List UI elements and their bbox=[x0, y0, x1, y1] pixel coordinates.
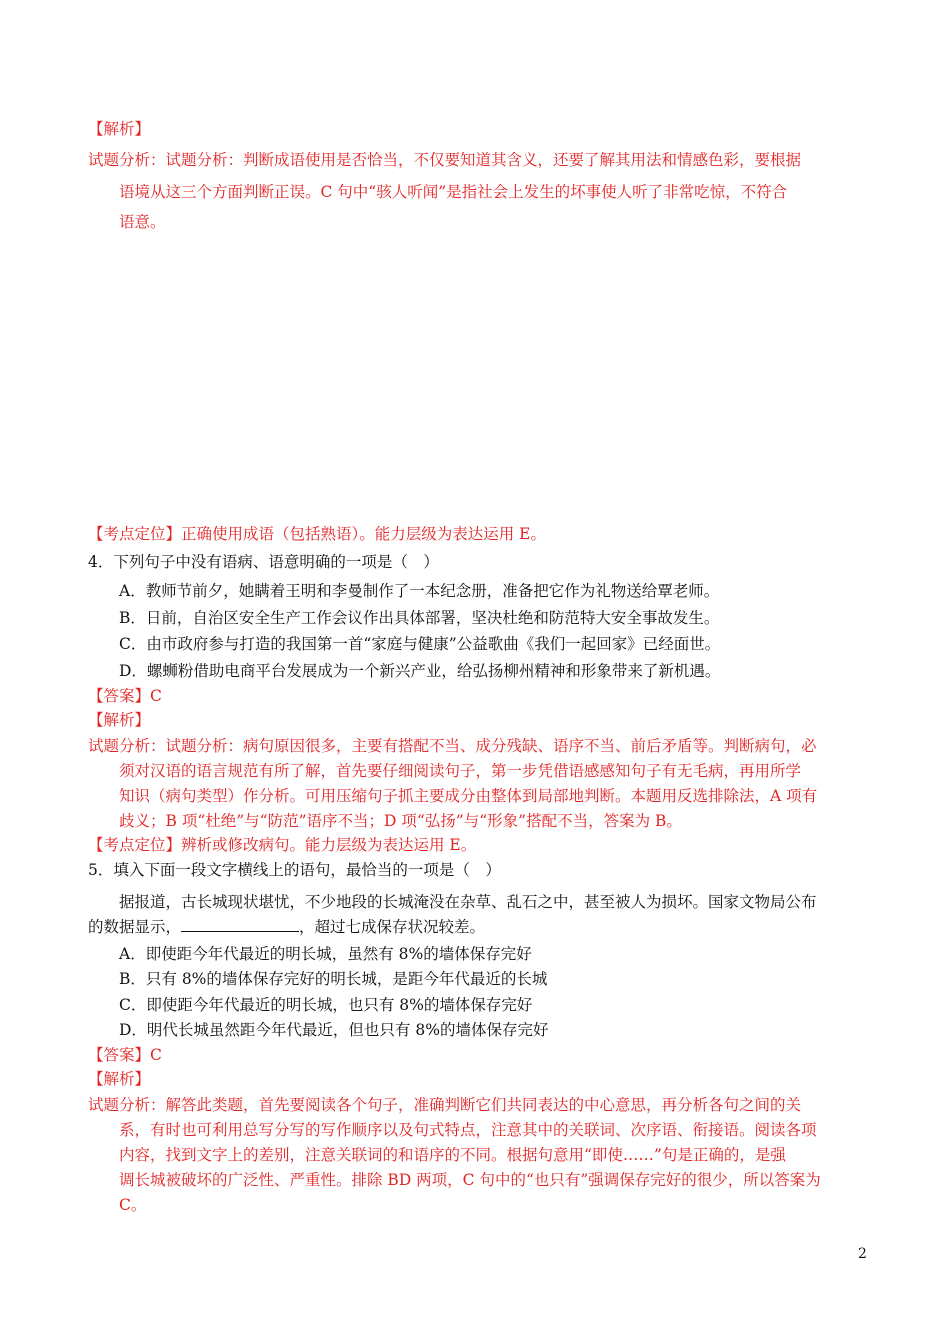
q3-kaodian: 【考点定位】正确使用成语（包括熟语）。能力层级为表达运用 E。 bbox=[88, 525, 546, 543]
q4-analysis-line-2: 须对汉语的语言规范有所了解，首先要仔细阅读句子，第一步凭借语感感知句子有无毛病，再用所学 bbox=[119, 762, 802, 780]
page-number: 2 bbox=[858, 1246, 867, 1262]
q5-passage-after-blank: ，超过七成保存状况较差。 bbox=[299, 918, 486, 936]
q4-analysis-line-4: 歧义；B 项“杜绝”与“防范”语序不当；D 项“弘扬”与“形象”搭配不当，答案为 B。 bbox=[119, 812, 682, 830]
q5-passage-line-2 bbox=[88, 916, 485, 938]
q4-option-c: C．由市政府参与打造的我国第一首“家庭与健康”公益歌曲《我们一起回家》已经面世。 bbox=[119, 635, 721, 653]
q5-option-d: D．明代长城虽然距今年代最近，但也只有 8%的墙体保存完好 bbox=[119, 1021, 549, 1039]
q4-option-b: B．日前，自治区安全生产工作会议作出具体部署，坚决杜绝和防范特大安全事故发生。 bbox=[119, 609, 720, 627]
q5-jiexi-label: 【解析】 bbox=[88, 1070, 151, 1088]
q5-analysis-line-1: 试题分析：解答此类题，首先要阅读各个句子，准确判断它们共同表达的中心意思，再分析各句之间的关 bbox=[88, 1096, 802, 1114]
q5-analysis-line-4: 调长城被破坏的广泛性、严重性。排除 BD 两项，C 句中的“也只有”强调保存完好的很少，所以答案为 bbox=[119, 1171, 821, 1189]
q5-analysis-line-2: 系，有时也可利用总写分写的写作顺序以及句式特点，注意其中的关联词、次序语、衔接语。阅读各项 bbox=[119, 1121, 817, 1139]
q5-option-a: A．即使距今年代最近的明长城，虽然有 8%的墙体保存完好 bbox=[119, 945, 532, 963]
q4-jiexi-label: 【解析】 bbox=[88, 711, 151, 729]
q5-analysis-line-5: C。 bbox=[119, 1196, 147, 1214]
fill-in-blank bbox=[181, 917, 299, 932]
q3-analysis-line-1: 试题分析：试题分析：判断成语使用是否恰当，不仅要知道其含义，还要了解其用法和情感色彩，要根据 bbox=[88, 151, 802, 169]
q4-question: 4．下列句子中没有语病、语意明确的一项是（ ） bbox=[88, 553, 439, 571]
q3-jiexi-label: 【解析】 bbox=[88, 120, 151, 138]
q5-option-c: C．即使距今年代最近的明长城，也只有 8%的墙体保存完好 bbox=[119, 996, 533, 1014]
q3-analysis-line-2: 语境从这三个方面判断正误。C 句中“骇人听闻”是指社会上发生的坏事使人听了非常吃惊，不符合 bbox=[119, 183, 788, 201]
q3-analysis-line-3: 语意。 bbox=[119, 213, 166, 231]
q5-passage-before-blank: 的数据显示， bbox=[88, 918, 182, 936]
q4-option-a: A．教师节前夕，她瞒着王明和李曼制作了一本纪念册，准备把它作为礼物送给覃老师。 bbox=[119, 582, 720, 600]
q4-analysis-line-1: 试题分析：试题分析：病句原因很多，主要有搭配不当、成分残缺、语序不当、前后矛盾等。判断病句，必 bbox=[88, 737, 817, 755]
q4-kaodian: 【考点定位】辨析或修改病句。能力层级为表达运用 E。 bbox=[88, 836, 477, 854]
q4-option-d: D．螺蛳粉借助电商平台发展成为一个新兴产业，给弘扬柳州精神和形象带来了新机遇。 bbox=[119, 662, 721, 680]
q5-passage-line-1: 据报道，古长城现状堪忧，不少地段的长城淹没在杂草、乱石之中，甚至被人为损坏。国家文物局公布 bbox=[119, 893, 817, 911]
q5-answer: 【答案】C bbox=[88, 1046, 162, 1064]
q5-analysis-line-3: 内容，找到文字上的差别，注意关联词的和语序的不同。根据句意用“即使……”句是正确的，是强 bbox=[119, 1146, 786, 1164]
q4-analysis-line-3: 知识（病句类型）作分析。可用压缩句子抓主要成分由整体到局部地判断。本题用反选排除法，A 项有 bbox=[119, 787, 818, 805]
q5-option-b: B．只有 8%的墙体保存完好的明长城，是距今年代最近的长城 bbox=[119, 970, 548, 988]
q4-answer: 【答案】C bbox=[88, 687, 162, 705]
q5-question: 5．填入下面一段文字横线上的语句，最恰当的一项是（ ） bbox=[88, 861, 501, 879]
